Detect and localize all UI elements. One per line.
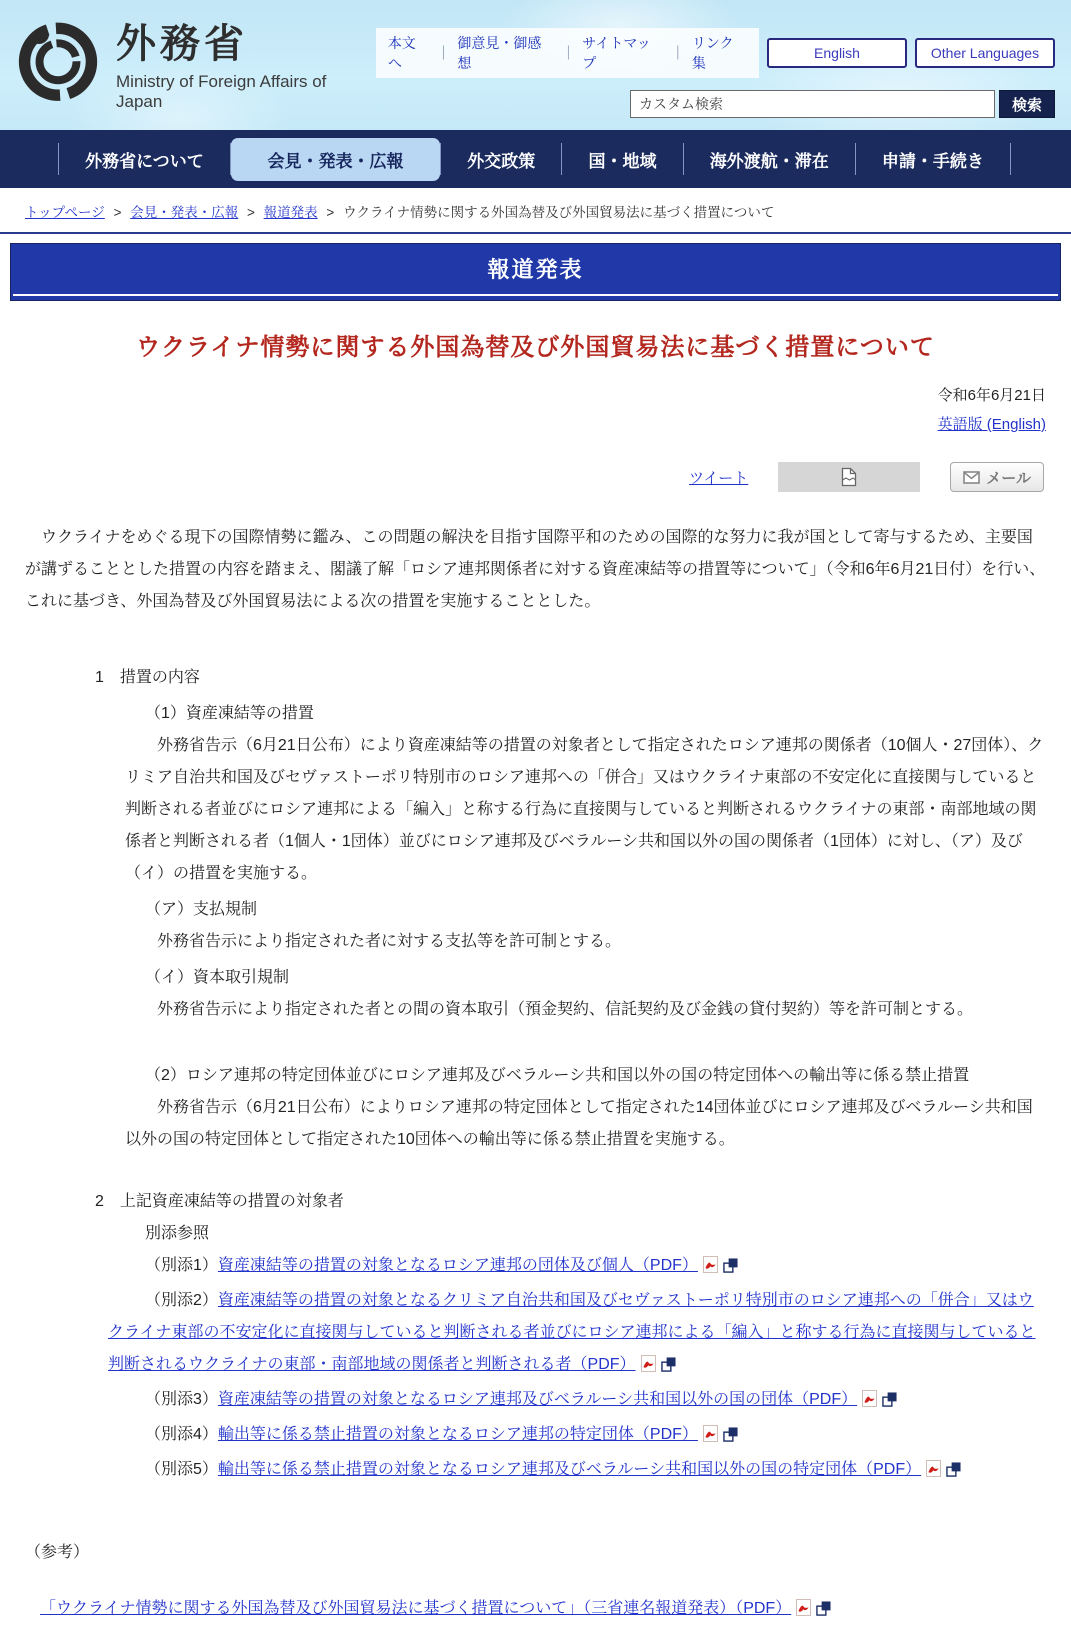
breadcrumb-link-press-release[interactable]: 報道発表 [263,205,318,220]
breadcrumb-separator: > [246,205,255,220]
english-button[interactable]: English [767,38,907,68]
breadcrumb-separator: > [326,205,335,220]
utility-link-feedback[interactable]: 御意見・御感想 [457,35,542,71]
tweet-link[interactable]: ツイート [689,469,749,487]
nav-item-overseas-travel[interactable]: 海外渡航・滞在 [709,151,829,171]
open-new-window-icon [723,1422,738,1454]
nav-item-press-announcements[interactable]: 会見・発表・広報 [231,138,440,181]
pdf-icon [703,1253,718,1285]
measure-1-1-body: 外務省告示（6月21日公布）により資産凍結等の措置の対象者として指定されたロシア連邦の関係者（10個人・27団体）、クリミア自治共和国及びセヴァストーポリ特別市のロシア連邦への「併合」又はウクライナ東部の不安定化に直接関与していると判断される者並びにロシア連邦による「編入」と称する行為に直接関与していると判断されるウクライナの東部・南部地域の関係者と判断される者（1個人・1団体）並びにロシア連邦及びベラルーシ共和国以外の国の関係者（1団体）に対し、（ア）及び（イ）の措置を実施する。 [125,737,1044,882]
logo-title: 外務省 [116,22,248,66]
utility-separator: ｜ [436,45,451,61]
measure-i-heading: （イ）資本取引規制 [145,969,290,986]
open-new-window-icon [723,1253,738,1285]
utility-link-to-content[interactable]: 本文へ [387,35,416,71]
measure-1-1-heading: （1）資産凍結等の措置 [145,705,314,722]
reference-item [40,1593,1046,1628]
attachment-item [108,1454,1046,1489]
attachment-item [108,1250,1046,1285]
measure-i-body: 外務省告示により指定された者との間の資本取引（預金契約、信託契約及び金銭の貸付契約）等を許可制とする。 [157,1001,974,1018]
utility-link-links[interactable]: リンク集 [691,35,734,71]
article [0,327,1071,1628]
attachment-item [108,1419,1046,1454]
utility-separator: ｜ [561,45,576,61]
attachment-1-label: （別添1） [145,1257,218,1274]
open-new-window-icon [946,1457,961,1489]
breadcrumb-link-top[interactable]: トップページ [25,205,105,220]
breadcrumb-divider [0,232,1071,234]
nav-item-countries-regions[interactable]: 国・地域 [588,151,657,171]
logo-subtitle: Ministry of Foreign Affairs of Japan [116,72,327,111]
attachment-item [108,1384,1046,1419]
search-button[interactable]: 検索 [999,90,1055,118]
section-2-heading: 2 上記資産凍結等の措置の対象者 [95,1193,344,1210]
english-version-link[interactable]: 英語版 (English) [937,416,1046,433]
pdf-icon [796,1596,811,1628]
attachment-item [108,1285,1046,1384]
share-widget-placeholder [778,462,920,492]
press-release-banner [10,243,1061,301]
mofa-logo[interactable] [0,0,376,130]
attachment-5-label: （別添5） [145,1461,218,1478]
measure-a-body: 外務省告示により指定された者に対する支払等を許可制とする。 [157,933,622,950]
intro-paragraph: ウクライナをめぐる現下の国際情勢に鑑み、この問題の解決を目指す国際平和のための国際的な努力に我が国として寄与するため、主要国が講ずることとした措置の内容を踏まえ、閣議了解「ロシア連邦関係者に対する資産凍結等の措置等について」（令和6年6月21日付）を行い、これに基づき、外国為替及び外国貿易法による次の措置を実施することとした。 [25,529,1046,610]
pdf-icon [862,1387,877,1419]
breadcrumb-separator: > [113,205,122,220]
header-right [376,0,1071,130]
attachment-2-link[interactable]: 資産凍結等の措置の対象となるクリミア自治共和国及びセヴァストーポリ特別市のロシア連邦への「併合」又はウクライナ東部の不安定化に直接関与していると判断される者並びにロシア連邦による「編入」と称する行為に直接関与していると判断されるウクライナの東部・南部地域の関係者と判断される者（PDF） [108,1292,1036,1373]
utility-links [376,28,759,78]
measure-1-2-heading: （2）ロシア連邦の特定団体並びにロシア連邦及びベラルーシ共和国以外の国の特定団体への輸出等に係る禁止措置 [145,1067,970,1084]
release-date: 令和6年6月21日 [937,387,1046,404]
nav-divider [1010,143,1011,175]
page-title: ウクライナ情勢に関する外国為替及び外国貿易法に基づく措置について [136,334,935,361]
attachment-4-label: （別添4） [145,1426,218,1443]
main-nav [0,130,1071,188]
attachment-5-link[interactable]: 輸出等に係る禁止措置の対象となるロシア連邦及びベラルーシ共和国以外の国の特定団体（PDF） [217,1461,922,1478]
nav-item-about-mofa[interactable]: 外務省について [85,151,204,171]
search-input[interactable] [630,90,995,118]
pdf-icon [926,1457,941,1489]
breadcrumb [0,188,1071,230]
measure-1-2-body: 外務省告示（6月21日公布）によりロシア連邦の特定団体として指定された14団体並びにロシア連邦及びベラルーシ共和国以外の国の特定団体として指定された10団体への輸出等に係る禁止措置を実施する。 [125,1099,1033,1148]
attachment-4-link[interactable]: 輸出等に係る禁止措置の対象となるロシア連邦の特定団体（PDF） [217,1426,698,1443]
mail-button-label: メール [986,469,1031,487]
site-header [0,0,1071,130]
attachment-3-label: （別添3） [145,1391,218,1408]
utility-link-sitemap[interactable]: サイトマップ [582,35,651,71]
breadcrumb-current: ウクライナ情勢に関する外国為替及び外国貿易法に基づく措置について [343,205,775,220]
mofa-emblem-icon [14,16,102,104]
attachment-1-link[interactable]: 資産凍結等の措置の対象となるロシア連邦の団体及び個人（PDF） [217,1257,698,1274]
nav-item-foreign-policy[interactable]: 外交政策 [467,151,536,171]
utility-separator: ｜ [670,45,685,61]
measure-a-heading: （ア）支払規制 [145,901,258,918]
press-release-banner-title: 報道発表 [487,257,584,282]
section-1-heading: 1 措置の内容 [95,669,200,686]
share-row [25,462,1044,492]
attachment-note: 別添参照 [145,1225,210,1242]
open-new-window-icon [816,1596,831,1628]
reference-link[interactable]: 「ウクライナ情勢に関する外国為替及び外国貿易法に基づく措置について」（三省連名報道発表）（PDF） [40,1600,792,1617]
nav-item-applications[interactable]: 申請・手続き [881,151,984,171]
broken-image-icon [840,467,858,487]
other-languages-button[interactable]: Other Languages [915,38,1055,68]
open-new-window-icon [661,1352,676,1384]
envelope-icon [963,471,980,484]
open-new-window-icon [882,1387,897,1419]
attachment-2-label: （別添2） [145,1292,218,1309]
pdf-icon [641,1352,656,1384]
pdf-icon [703,1422,718,1454]
mail-button[interactable] [950,462,1044,492]
breadcrumb-link-press[interactable]: 会見・発表・広報 [130,205,239,220]
attachment-3-link[interactable]: 資産凍結等の措置の対象となるロシア連邦及びベラルーシ共和国以外の国の団体（PDF） [217,1391,858,1408]
reference-heading: （参考） [25,1544,90,1561]
